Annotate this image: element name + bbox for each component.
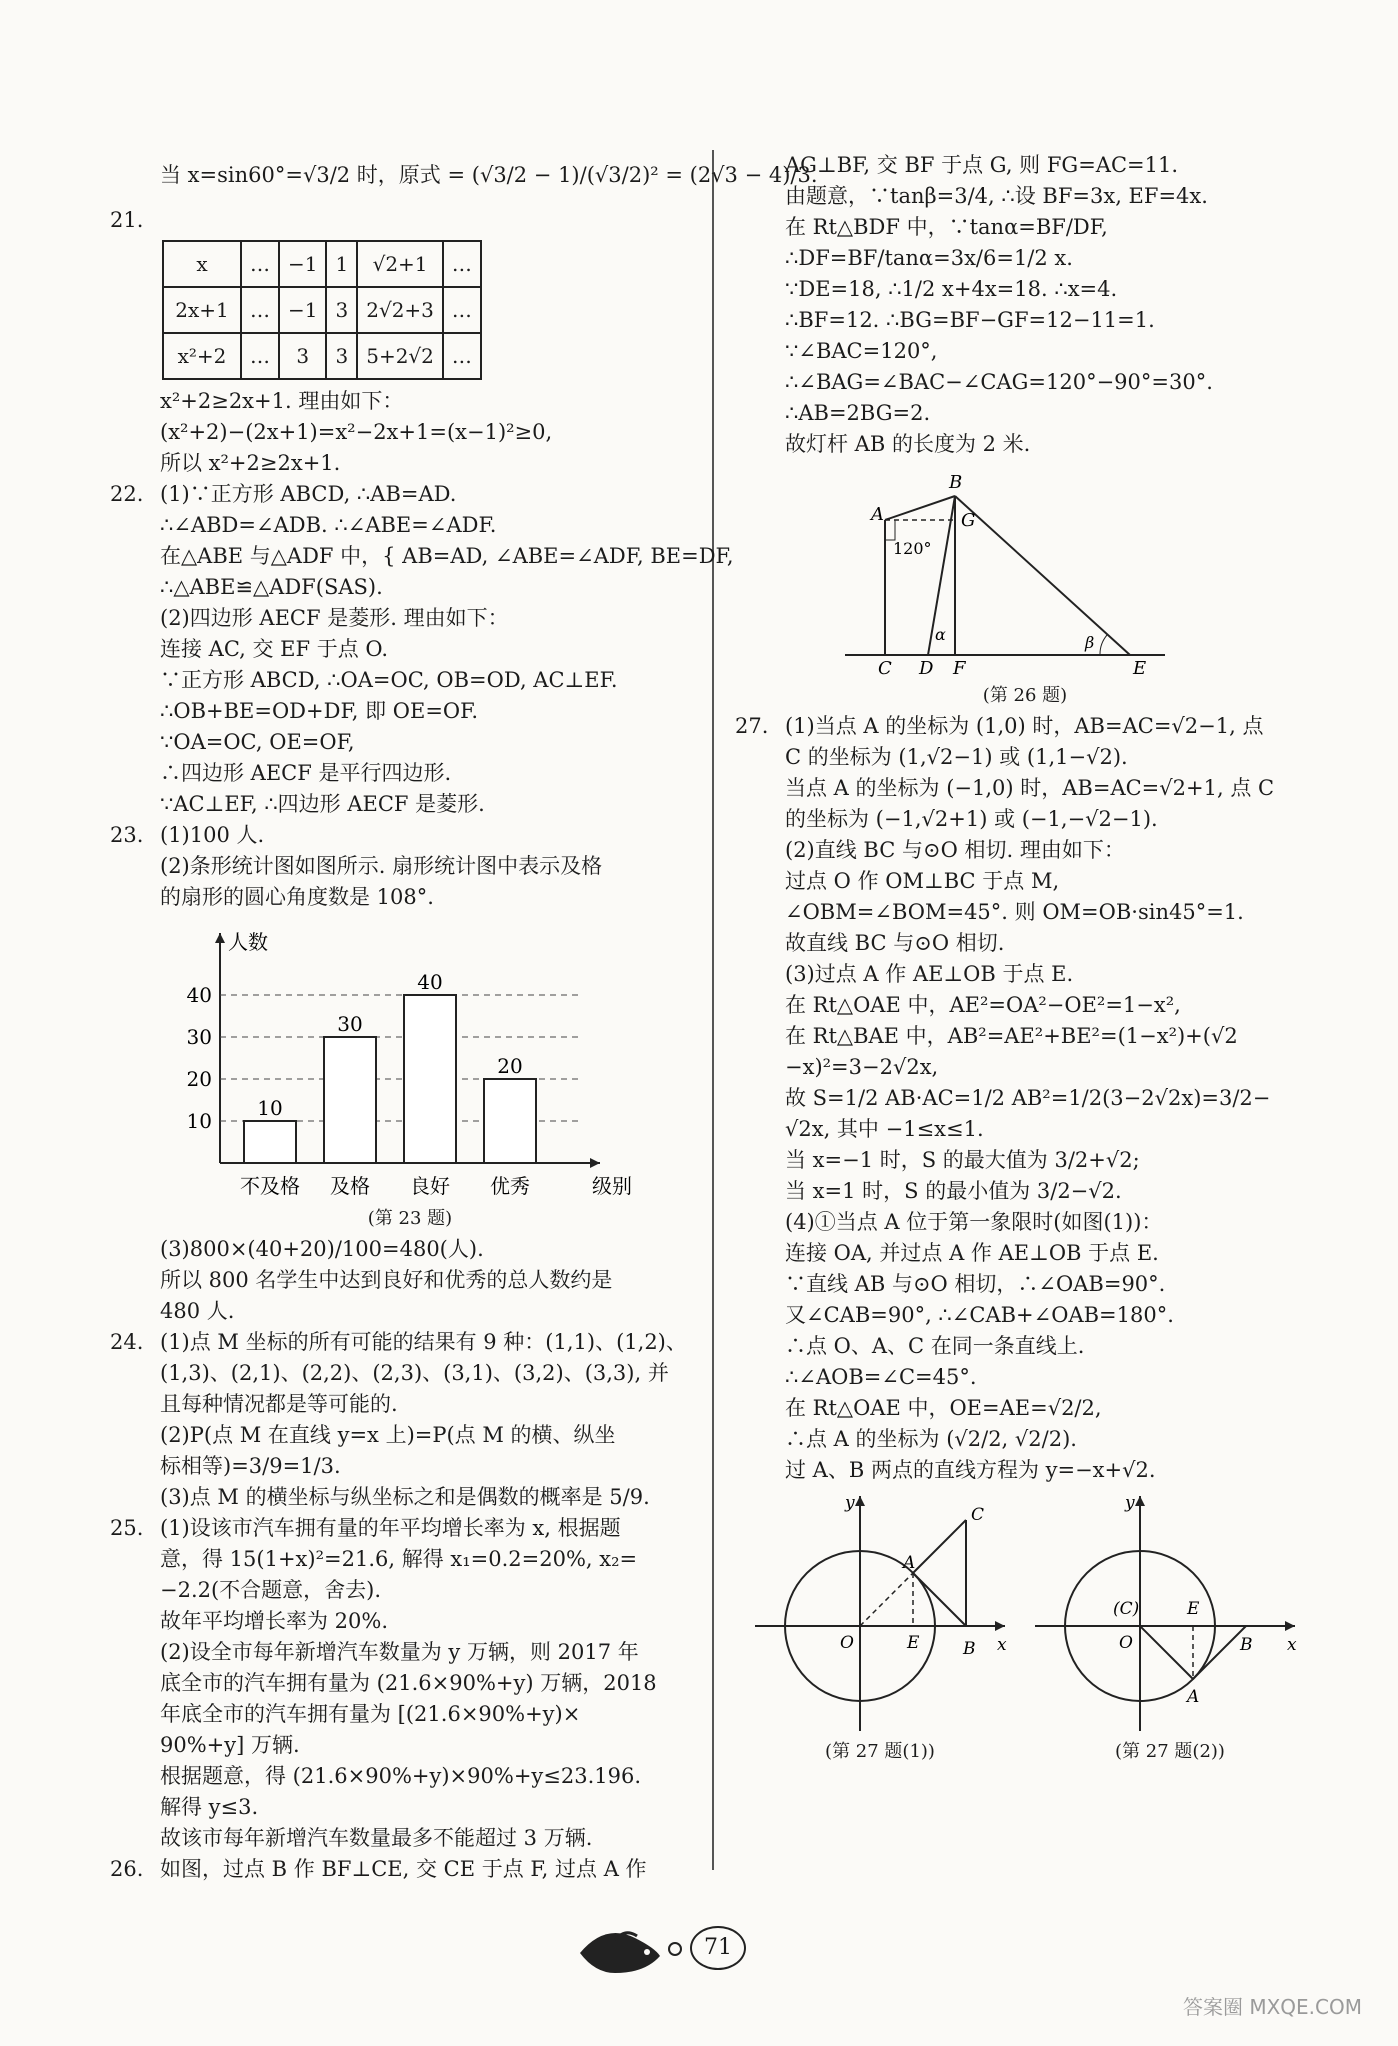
table-row bbox=[163, 241, 481, 287]
table-cell: x bbox=[163, 241, 241, 287]
text-line: 且每种情况都是等可能的. bbox=[160, 1392, 398, 1416]
problem-number-21: 21. bbox=[110, 208, 144, 232]
bar bbox=[484, 1079, 536, 1163]
column-divider bbox=[712, 150, 714, 1870]
text-line: 解得 y≤3. bbox=[160, 1795, 259, 1819]
label-a: A bbox=[1187, 1687, 1200, 1707]
text-line: ∵DE=18, ∴1/2 x+4x=18. ∴x=4. bbox=[785, 277, 1118, 301]
label-a: A bbox=[871, 504, 884, 525]
problem-number-22: 22. bbox=[110, 482, 144, 506]
x-arrow-icon bbox=[995, 1621, 1005, 1631]
text-line: 当点 A 的坐标为 (−1,0) 时，AB=AC=√2+1, 点 C bbox=[785, 776, 1275, 800]
label-beta: β bbox=[1085, 633, 1095, 652]
text-line: 如图，过点 B 作 BF⊥CE, 交 CE 于点 F, 过点 A 作 bbox=[160, 1857, 647, 1881]
arm-ab bbox=[885, 496, 955, 520]
text-line: 在△ABE 与△ADF 中，{ AB=AD, ∠ABE=∠ADF, BE=DF, bbox=[160, 544, 734, 568]
label-y: y bbox=[845, 1493, 855, 1513]
y-arrow-icon bbox=[855, 1496, 865, 1506]
y-tick-label: 10 bbox=[186, 1109, 212, 1133]
page-dot-icon bbox=[668, 1942, 682, 1956]
caption-27-1: (第 27 题(1)) bbox=[825, 1741, 935, 1762]
text-line: (2)四边形 AECF 是菱形. 理由如下： bbox=[160, 606, 509, 630]
text-line: 标相等)=3/9=1/3. bbox=[160, 1454, 341, 1478]
text-line: (2)设全市每年新增汽车数量为 y 万辆，则 2017 年 bbox=[160, 1640, 639, 1664]
table-cell: … bbox=[241, 287, 279, 333]
table-cell: −1 bbox=[279, 287, 326, 333]
right-column bbox=[735, 150, 1315, 1767]
y-arrow-icon bbox=[215, 933, 225, 943]
text-line: (3)过点 A 作 AE⊥OB 于点 E. bbox=[785, 962, 1074, 986]
text-line: ∴BF=12. ∴BG=BF−GF=12−11=1. bbox=[785, 308, 1155, 332]
text-line: 故 S=1/2 AB·AC=1/2 AB²=1/2(3−2√2x)=3/2− bbox=[785, 1086, 1271, 1110]
table-cell: … bbox=[443, 241, 481, 287]
table-cell: … bbox=[241, 241, 279, 287]
text-line: 故年平均增长率为 20%. bbox=[160, 1609, 389, 1633]
text-line: ∠OBM=∠BOM=45°. 则 OM=OB·sin45°=1. bbox=[785, 900, 1244, 924]
caption-23: (第 23 题) bbox=[367, 1208, 453, 1229]
text-line: ∴点 A 的坐标为 (√2/2, √2/2). bbox=[785, 1427, 1077, 1451]
caption-26: (第 26 题) bbox=[982, 685, 1068, 706]
table-cell: −1 bbox=[279, 241, 326, 287]
text-line: (2)直线 BC 与⊙O 相切. 理由如下： bbox=[785, 838, 1125, 862]
segment-ab bbox=[913, 1573, 966, 1626]
answer-20-end: 当 x=sin60°=√3/2 时，原式 = (√3/2 − 1)/(√3/2)² = (2√3 − 4)/3. bbox=[160, 163, 818, 187]
right-angle-mark bbox=[885, 520, 895, 540]
table-cell: … bbox=[443, 333, 481, 379]
label-e: E bbox=[1187, 1599, 1200, 1619]
text-line: ∴△ABE≌△ADF(SAS). bbox=[160, 575, 383, 599]
text-line: (1)100 人. bbox=[160, 823, 265, 847]
figure-27-1 bbox=[755, 1493, 1007, 1731]
segment-ac bbox=[913, 1520, 966, 1573]
caption-27-2: (第 27 题(2)) bbox=[1115, 1741, 1225, 1762]
table-cell: 3 bbox=[326, 287, 357, 333]
text-line: 过 A、B 两点的直线方程为 y=−x+√2. bbox=[785, 1458, 1156, 1482]
label-f: F bbox=[953, 658, 966, 679]
text-line: ∵∠BAC=120°, bbox=[785, 339, 938, 363]
text-line: (1)当点 A 的坐标为 (1,0) 时，AB=AC=√2−1, 点 bbox=[785, 714, 1264, 738]
table-cell: … bbox=[443, 287, 481, 333]
text-line: ∴∠ABD=∠ADB. ∴∠ABE=∠ADF. bbox=[160, 513, 497, 537]
label-b: B bbox=[1240, 1635, 1253, 1655]
x-tick-label: 不及格 bbox=[240, 1174, 300, 1198]
text-line: 又∠CAB=90°, ∴∠CAB+∠OAB=180°. bbox=[785, 1303, 1174, 1327]
segment-oa bbox=[1140, 1626, 1193, 1679]
table-cell: x²+2 bbox=[163, 333, 241, 379]
text-line: 故该市每年新增汽车数量最多不能超过 3 万辆. bbox=[160, 1826, 593, 1850]
table-cell: 5+2√2 bbox=[357, 333, 443, 379]
text-line: (3)800×(40+20)/100=480(人). bbox=[160, 1237, 484, 1261]
y-tick-label: 20 bbox=[186, 1067, 212, 1091]
table-cell: 3 bbox=[326, 333, 357, 379]
problem-number-23: 23. bbox=[110, 823, 144, 847]
label-a: A bbox=[903, 1553, 916, 1573]
label-c: C bbox=[971, 1505, 985, 1525]
segment-be bbox=[955, 496, 1130, 655]
text-line: 底全市的汽车拥有量为 (21.6×90%+y) 万辆，2018 bbox=[160, 1671, 657, 1695]
label-y: y bbox=[1125, 1493, 1135, 1513]
label-angle-120: 120° bbox=[893, 539, 932, 558]
bar bbox=[244, 1121, 296, 1163]
problem-number-24: 24. bbox=[110, 1330, 144, 1354]
text-line: 意，得 15(1+x)²=21.6, 解得 x₁=0.2=20%, x₂= bbox=[160, 1547, 638, 1571]
figure-26-diagram bbox=[735, 460, 1315, 680]
text-line: ∴四边形 AECF 是平行四边形. bbox=[160, 761, 452, 785]
text-line: √2x, 其中 −1≤x≤1. bbox=[785, 1117, 984, 1141]
label-g: G bbox=[961, 510, 976, 531]
text-line: ∵正方形 ABCD, ∴OA=OC, OB=OD, AC⊥EF. bbox=[160, 668, 618, 692]
text-line: 过点 O 作 OM⊥BC 于点 M, bbox=[785, 869, 1060, 893]
table-cell: 1 bbox=[326, 241, 357, 287]
text-line: 的坐标为 (−1,√2+1) 或 (−1,−√2−1). bbox=[785, 807, 1158, 831]
text-line: C 的坐标为 (1,√2−1) 或 (1,1−√2). bbox=[785, 745, 1128, 769]
label-b: B bbox=[963, 1639, 976, 1659]
label-e: E bbox=[1133, 658, 1147, 679]
x-arrow-icon bbox=[1285, 1621, 1295, 1631]
problem-number-27: 27. bbox=[735, 714, 769, 738]
text-line: 在 Rt△OAE 中，AE²=OA²−OE²=1−x², bbox=[785, 993, 1181, 1017]
text-line: 连接 OA, 并过点 A 作 AE⊥OB 于点 E. bbox=[785, 1241, 1159, 1265]
text-line: 年底全市的汽车拥有量为 [(21.6×90%+y)× bbox=[160, 1702, 581, 1726]
label-alpha: α bbox=[935, 625, 946, 644]
table-row bbox=[163, 287, 481, 333]
bar bbox=[324, 1037, 376, 1163]
text-line: (2)P(点 M 在直线 y=x 上)=P(点 M 的横、纵坐 bbox=[160, 1423, 616, 1447]
text-line: ∵AC⊥EF, ∴四边形 AECF 是菱形. bbox=[160, 792, 485, 816]
table-cell: √2+1 bbox=[357, 241, 443, 287]
label-e: E bbox=[907, 1633, 920, 1653]
label-o: O bbox=[840, 1633, 854, 1653]
table-21 bbox=[162, 240, 482, 380]
text-line: (4)①当点 A 位于第一象限时(如图(1))： bbox=[785, 1210, 1163, 1234]
text-line: 当 x=1 时，S 的最小值为 3/2−√2. bbox=[785, 1179, 1122, 1203]
x-arrow-icon bbox=[590, 1158, 600, 1168]
text-line: ∴AB=2BG=2. bbox=[785, 401, 931, 425]
label-x: x bbox=[1287, 1635, 1297, 1655]
text-line: 90%+y] 万辆. bbox=[160, 1733, 300, 1757]
text-line: −2.2(不合题意，舍去). bbox=[160, 1578, 382, 1602]
text-line: (1)点 M 坐标的所有可能的结果有 9 种：(1,1)、(1,2)、 bbox=[160, 1330, 687, 1354]
x-axis-label: 级别 bbox=[592, 1174, 632, 1198]
bar-data-label: 10 bbox=[257, 1096, 283, 1120]
y-tick-label: 30 bbox=[186, 1025, 212, 1049]
y-arrow-icon bbox=[1135, 1496, 1145, 1506]
text-line: (1,3)、(2,1)、(2,2)、(2,3)、(3,1)、(3,2)、(3,3), 并 bbox=[160, 1361, 669, 1385]
text-line: ∴∠BAG=∠BAC−∠CAG=120°−90°=30°. bbox=[785, 370, 1213, 394]
label-b: B bbox=[949, 472, 963, 493]
figure-27-2 bbox=[1035, 1493, 1297, 1731]
text-line: 在 Rt△OAE 中，OE=AE=√2/2, bbox=[785, 1396, 1102, 1420]
text-line: 的扇形的圆心角度数是 108°. bbox=[160, 885, 434, 909]
x-tick-label: 优秀 bbox=[490, 1174, 530, 1198]
segment-ab bbox=[1193, 1626, 1246, 1679]
label-o: O bbox=[1119, 1633, 1133, 1653]
bar-chart-23 bbox=[110, 913, 670, 1203]
text-line: ∵OA=OC, OE=OF, bbox=[160, 730, 355, 754]
table-cell: … bbox=[241, 333, 279, 379]
text-line: 故直线 BC 与⊙O 相切. bbox=[785, 931, 1005, 955]
table-cell: 2√2+3 bbox=[357, 287, 443, 333]
text-line: x²+2≥2x+1. 理由如下： bbox=[160, 389, 404, 413]
bar bbox=[404, 995, 456, 1163]
text-line: 所以 800 名学生中达到良好和优秀的总人数约是 bbox=[160, 1268, 613, 1292]
page-number: 71 bbox=[690, 1926, 746, 1970]
text-line: (1)∵正方形 ABCD, ∴AB=AD. bbox=[160, 482, 457, 506]
bar-data-label: 30 bbox=[337, 1012, 363, 1036]
text-line: ∵直线 AB 与⊙O 相切，∴∠OAB=90°. bbox=[785, 1272, 1166, 1296]
text-line: ∴点 O、A、C 在同一条直线上. bbox=[785, 1334, 1085, 1358]
label-c: C bbox=[878, 658, 892, 679]
x-tick-label: 及格 bbox=[330, 1174, 370, 1198]
watermark: 答案圈 MXQE.COM bbox=[1182, 1995, 1362, 2019]
figure-27-diagrams bbox=[735, 1486, 1315, 1736]
angle-beta-arc bbox=[1100, 635, 1107, 655]
problem-number-26: 26. bbox=[110, 1857, 144, 1881]
text-line: (x²+2)−(2x+1)=x²−2x+1=(x−1)²≥0, bbox=[160, 420, 553, 444]
table-cell: 2x+1 bbox=[163, 287, 241, 333]
text-line: AG⊥BF, 交 BF 于点 G, 则 FG=AC=11. bbox=[785, 153, 1179, 177]
text-line: 在 Rt△BAE 中，AB²=AE²+BE²=(1−x²)+(√2 bbox=[785, 1024, 1238, 1048]
text-line: 在 Rt△BDF 中，∵tanα=BF/DF, bbox=[785, 215, 1108, 239]
text-line: ∴OB+BE=OD+DF, 即 OE=OF. bbox=[160, 699, 479, 723]
text-line: 480 人. bbox=[160, 1299, 235, 1323]
x-tick-label: 良好 bbox=[410, 1174, 450, 1198]
label-x: x bbox=[997, 1635, 1007, 1655]
text-line: 根据题意，得 (21.6×90%+y)×90%+y≤23.196. bbox=[160, 1764, 642, 1788]
table-row bbox=[163, 333, 481, 379]
text-line: 由题意，∵tanβ=3/4, ∴设 BF=3x, EF=4x. bbox=[785, 184, 1208, 208]
text-line: 连接 AC, 交 EF 于点 O. bbox=[160, 637, 389, 661]
text-line: (2)条形统计图如图所示. 扇形统计图中表示及格 bbox=[160, 854, 603, 878]
bar-data-label: 20 bbox=[497, 1054, 523, 1078]
fish-logo-icon bbox=[575, 1918, 665, 1988]
text-line: (1)设该市汽车拥有量的年平均增长率为 x, 根据题 bbox=[160, 1516, 621, 1540]
text-line: ∴∠AOB=∠C=45°. bbox=[785, 1365, 977, 1389]
label-c-origin: (C) bbox=[1113, 1599, 1140, 1619]
bar-data-label: 40 bbox=[417, 970, 443, 994]
text-line: ∴DF=BF/tanα=3x/6=1/2 x. bbox=[785, 246, 1073, 270]
text-line: 故灯杆 AB 的长度为 2 米. bbox=[785, 432, 1031, 456]
text-line: 所以 x²+2≥2x+1. bbox=[160, 451, 341, 475]
table-cell: 3 bbox=[279, 333, 326, 379]
text-line: 当 x=−1 时，S 的最大值为 3/2+√2; bbox=[785, 1148, 1140, 1172]
y-axis-label: 人数 bbox=[228, 930, 268, 954]
problem-number-25: 25. bbox=[110, 1516, 144, 1540]
y-tick-label: 40 bbox=[186, 983, 212, 1007]
text-line: (3)点 M 的横坐标与纵坐标之和是偶数的概率是 5/9. bbox=[160, 1485, 650, 1509]
label-d: D bbox=[919, 658, 934, 679]
segment-oa bbox=[860, 1573, 913, 1626]
text-line: −x)²=3−2√2x, bbox=[785, 1055, 939, 1079]
